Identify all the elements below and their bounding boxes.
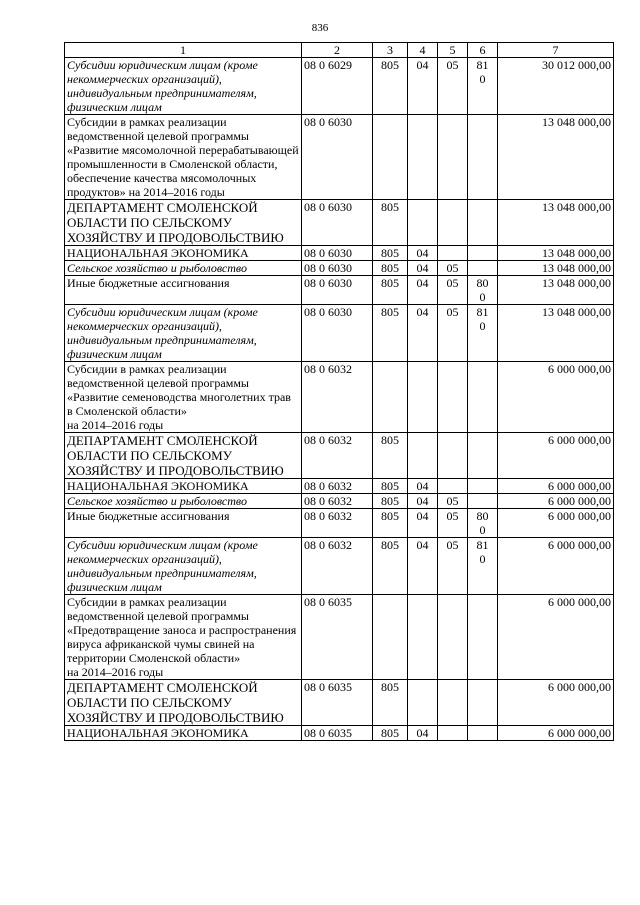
cell-section-code: 04 bbox=[408, 479, 438, 494]
cell-expense-type bbox=[468, 246, 498, 261]
cell-subsection-code bbox=[438, 433, 468, 479]
cell-amount: 6 000 000,00 bbox=[498, 680, 614, 726]
cell-section-code: 04 bbox=[408, 509, 438, 538]
header-col-5: 5 bbox=[438, 43, 468, 58]
cell-amount: 13 048 000,00 bbox=[498, 276, 614, 305]
table-row bbox=[65, 680, 614, 726]
cell-target-code: 08 0 6032 bbox=[302, 494, 373, 509]
cell-section-code: 04 bbox=[408, 261, 438, 276]
cell-department-code: 805 bbox=[373, 479, 408, 494]
cell-expense-type bbox=[468, 433, 498, 479]
cell-name: ДЕПАРТАМЕНТ СМОЛЕНСКОЙ ОБЛАСТИ ПО СЕЛЬСКОМУ ХОЗЯЙСТВУ И ПРОДОВОЛЬСТВИЮ bbox=[65, 200, 302, 246]
cell-department-code: 805 bbox=[373, 246, 408, 261]
cell-amount: 13 048 000,00 bbox=[498, 261, 614, 276]
cell-expense-type bbox=[468, 595, 498, 680]
table-row bbox=[65, 276, 614, 305]
cell-name: Субсидии в рамках реализации ведомственной целевой программы «Развитие мясомолочной перерабатывающей промышленности в Смоленской области, обеспечение качества мясомолочных продуктов» на 2014–2016 годы bbox=[65, 115, 302, 200]
cell-name: Субсидии юридическим лицам (кроме некоммерческих организаций), индивидуальным предпринимателям, физическим лицам bbox=[65, 58, 302, 115]
cell-section-code: 04 bbox=[408, 246, 438, 261]
cell-section-code bbox=[408, 595, 438, 680]
header-col-3: 3 bbox=[373, 43, 408, 58]
cell-expense-type: 80 0 bbox=[468, 276, 498, 305]
cell-subsection-code bbox=[438, 479, 468, 494]
table-row bbox=[65, 58, 614, 115]
cell-expense-type bbox=[468, 362, 498, 433]
cell-amount: 13 048 000,00 bbox=[498, 305, 614, 362]
cell-section-code bbox=[408, 362, 438, 433]
cell-expense-type: 81 0 bbox=[468, 58, 498, 115]
table-row bbox=[65, 115, 614, 200]
cell-expense-type bbox=[468, 726, 498, 741]
table-row bbox=[65, 595, 614, 680]
cell-name: Сельское хозяйство и рыболовство bbox=[65, 261, 302, 276]
cell-target-code: 08 0 6030 bbox=[302, 261, 373, 276]
header-col-2: 2 bbox=[302, 43, 373, 58]
cell-expense-type bbox=[468, 494, 498, 509]
cell-section-code: 04 bbox=[408, 58, 438, 115]
table-row bbox=[65, 726, 614, 741]
cell-amount: 13 048 000,00 bbox=[498, 115, 614, 200]
table-row bbox=[65, 246, 614, 261]
cell-subsection-code bbox=[438, 362, 468, 433]
cell-amount: 6 000 000,00 bbox=[498, 433, 614, 479]
cell-amount: 6 000 000,00 bbox=[498, 494, 614, 509]
cell-name: Субсидии юридическим лицам (кроме некоммерческих организаций), индивидуальным предпринимателям, физическим лицам bbox=[65, 305, 302, 362]
cell-target-code: 08 0 6035 bbox=[302, 726, 373, 741]
cell-name: НАЦИОНАЛЬНАЯ ЭКОНОМИКА bbox=[65, 726, 302, 741]
budget-table bbox=[64, 42, 614, 741]
cell-department-code: 805 bbox=[373, 261, 408, 276]
cell-amount: 6 000 000,00 bbox=[498, 726, 614, 741]
cell-expense-type: 81 0 bbox=[468, 305, 498, 362]
cell-department-code bbox=[373, 362, 408, 433]
table-row bbox=[65, 261, 614, 276]
cell-target-code: 08 0 6030 bbox=[302, 115, 373, 200]
cell-department-code: 805 bbox=[373, 538, 408, 595]
cell-subsection-code bbox=[438, 595, 468, 680]
cell-target-code: 08 0 6035 bbox=[302, 680, 373, 726]
cell-subsection-code bbox=[438, 200, 468, 246]
cell-department-code: 805 bbox=[373, 433, 408, 479]
page-number: 836 bbox=[311, 22, 329, 34]
cell-department-code: 805 bbox=[373, 58, 408, 115]
cell-section-code bbox=[408, 433, 438, 479]
cell-department-code: 805 bbox=[373, 509, 408, 538]
table-row bbox=[65, 479, 614, 494]
cell-target-code: 08 0 6032 bbox=[302, 509, 373, 538]
cell-name: Иные бюджетные ассигнования bbox=[65, 509, 302, 538]
cell-target-code: 08 0 6032 bbox=[302, 479, 373, 494]
cell-subsection-code: 05 bbox=[438, 261, 468, 276]
cell-expense-type bbox=[468, 479, 498, 494]
cell-department-code: 805 bbox=[373, 680, 408, 726]
table-row bbox=[65, 305, 614, 362]
header-col-4: 4 bbox=[408, 43, 438, 58]
cell-amount: 6 000 000,00 bbox=[498, 595, 614, 680]
cell-expense-type: 80 0 bbox=[468, 509, 498, 538]
cell-section-code bbox=[408, 680, 438, 726]
cell-department-code: 805 bbox=[373, 305, 408, 362]
cell-expense-type bbox=[468, 261, 498, 276]
cell-target-code: 08 0 6032 bbox=[302, 538, 373, 595]
cell-section-code bbox=[408, 115, 438, 200]
cell-section-code: 04 bbox=[408, 726, 438, 741]
table-row bbox=[65, 509, 614, 538]
cell-subsection-code: 05 bbox=[438, 305, 468, 362]
cell-amount: 13 048 000,00 bbox=[498, 246, 614, 261]
cell-department-code: 805 bbox=[373, 200, 408, 246]
cell-name: Субсидии в рамках реализации ведомственной целевой программы «Развитие семеноводства многолетних трав в Смоленской области» на 2014–2016 годы bbox=[65, 362, 302, 433]
cell-expense-type bbox=[468, 115, 498, 200]
cell-department-code bbox=[373, 595, 408, 680]
cell-target-code: 08 0 6032 bbox=[302, 362, 373, 433]
cell-target-code: 08 0 6030 bbox=[302, 246, 373, 261]
table-row bbox=[65, 362, 614, 433]
cell-name: НАЦИОНАЛЬНАЯ ЭКОНОМИКА bbox=[65, 246, 302, 261]
cell-name: Субсидии в рамках реализации ведомственной целевой программы «Предотвращение заноса и распространения вируса африканской чумы свиней на территории Смоленской области» на 2014–2016 годы bbox=[65, 595, 302, 680]
cell-name: Иные бюджетные ассигнования bbox=[65, 276, 302, 305]
cell-section-code: 04 bbox=[408, 538, 438, 595]
cell-name: Сельское хозяйство и рыболовство bbox=[65, 494, 302, 509]
cell-subsection-code: 05 bbox=[438, 494, 468, 509]
cell-section-code: 04 bbox=[408, 494, 438, 509]
header-col-7: 7 bbox=[498, 43, 614, 58]
table-row bbox=[65, 200, 614, 246]
cell-amount: 6 000 000,00 bbox=[498, 538, 614, 595]
cell-section-code: 04 bbox=[408, 276, 438, 305]
cell-amount: 13 048 000,00 bbox=[498, 200, 614, 246]
cell-target-code: 08 0 6030 bbox=[302, 200, 373, 246]
cell-department-code: 805 bbox=[373, 726, 408, 741]
cell-amount: 6 000 000,00 bbox=[498, 479, 614, 494]
cell-expense-type bbox=[468, 680, 498, 726]
cell-department-code bbox=[373, 115, 408, 200]
table-row bbox=[65, 494, 614, 509]
header-row bbox=[65, 43, 614, 58]
cell-target-code: 08 0 6029 bbox=[302, 58, 373, 115]
cell-target-code: 08 0 6030 bbox=[302, 305, 373, 362]
cell-subsection-code bbox=[438, 115, 468, 200]
cell-subsection-code: 05 bbox=[438, 58, 468, 115]
table-row bbox=[65, 538, 614, 595]
cell-subsection-code: 05 bbox=[438, 509, 468, 538]
cell-name: НАЦИОНАЛЬНАЯ ЭКОНОМИКА bbox=[65, 479, 302, 494]
cell-amount: 6 000 000,00 bbox=[498, 509, 614, 538]
cell-subsection-code bbox=[438, 246, 468, 261]
cell-target-code: 08 0 6032 bbox=[302, 433, 373, 479]
cell-expense-type: 81 0 bbox=[468, 538, 498, 595]
cell-section-code: 04 bbox=[408, 305, 438, 362]
cell-expense-type bbox=[468, 200, 498, 246]
cell-target-code: 08 0 6035 bbox=[302, 595, 373, 680]
cell-name: ДЕПАРТАМЕНТ СМОЛЕНСКОЙ ОБЛАСТИ ПО СЕЛЬСКОМУ ХОЗЯЙСТВУ И ПРОДОВОЛЬСТВИЮ bbox=[65, 433, 302, 479]
table-row bbox=[65, 433, 614, 479]
cell-subsection-code bbox=[438, 726, 468, 741]
cell-target-code: 08 0 6030 bbox=[302, 276, 373, 305]
header-col-1: 1 bbox=[65, 43, 302, 58]
cell-department-code: 805 bbox=[373, 494, 408, 509]
cell-section-code bbox=[408, 200, 438, 246]
cell-amount: 6 000 000,00 bbox=[498, 362, 614, 433]
cell-amount: 30 012 000,00 bbox=[498, 58, 614, 115]
header-col-6: 6 bbox=[468, 43, 498, 58]
cell-subsection-code: 05 bbox=[438, 276, 468, 305]
cell-name: Субсидии юридическим лицам (кроме некоммерческих организаций), индивидуальным предпринимателям, физическим лицам bbox=[65, 538, 302, 595]
cell-subsection-code bbox=[438, 680, 468, 726]
cell-name: ДЕПАРТАМЕНТ СМОЛЕНСКОЙ ОБЛАСТИ ПО СЕЛЬСКОМУ ХОЗЯЙСТВУ И ПРОДОВОЛЬСТВИЮ bbox=[65, 680, 302, 726]
cell-department-code: 805 bbox=[373, 276, 408, 305]
cell-subsection-code: 05 bbox=[438, 538, 468, 595]
